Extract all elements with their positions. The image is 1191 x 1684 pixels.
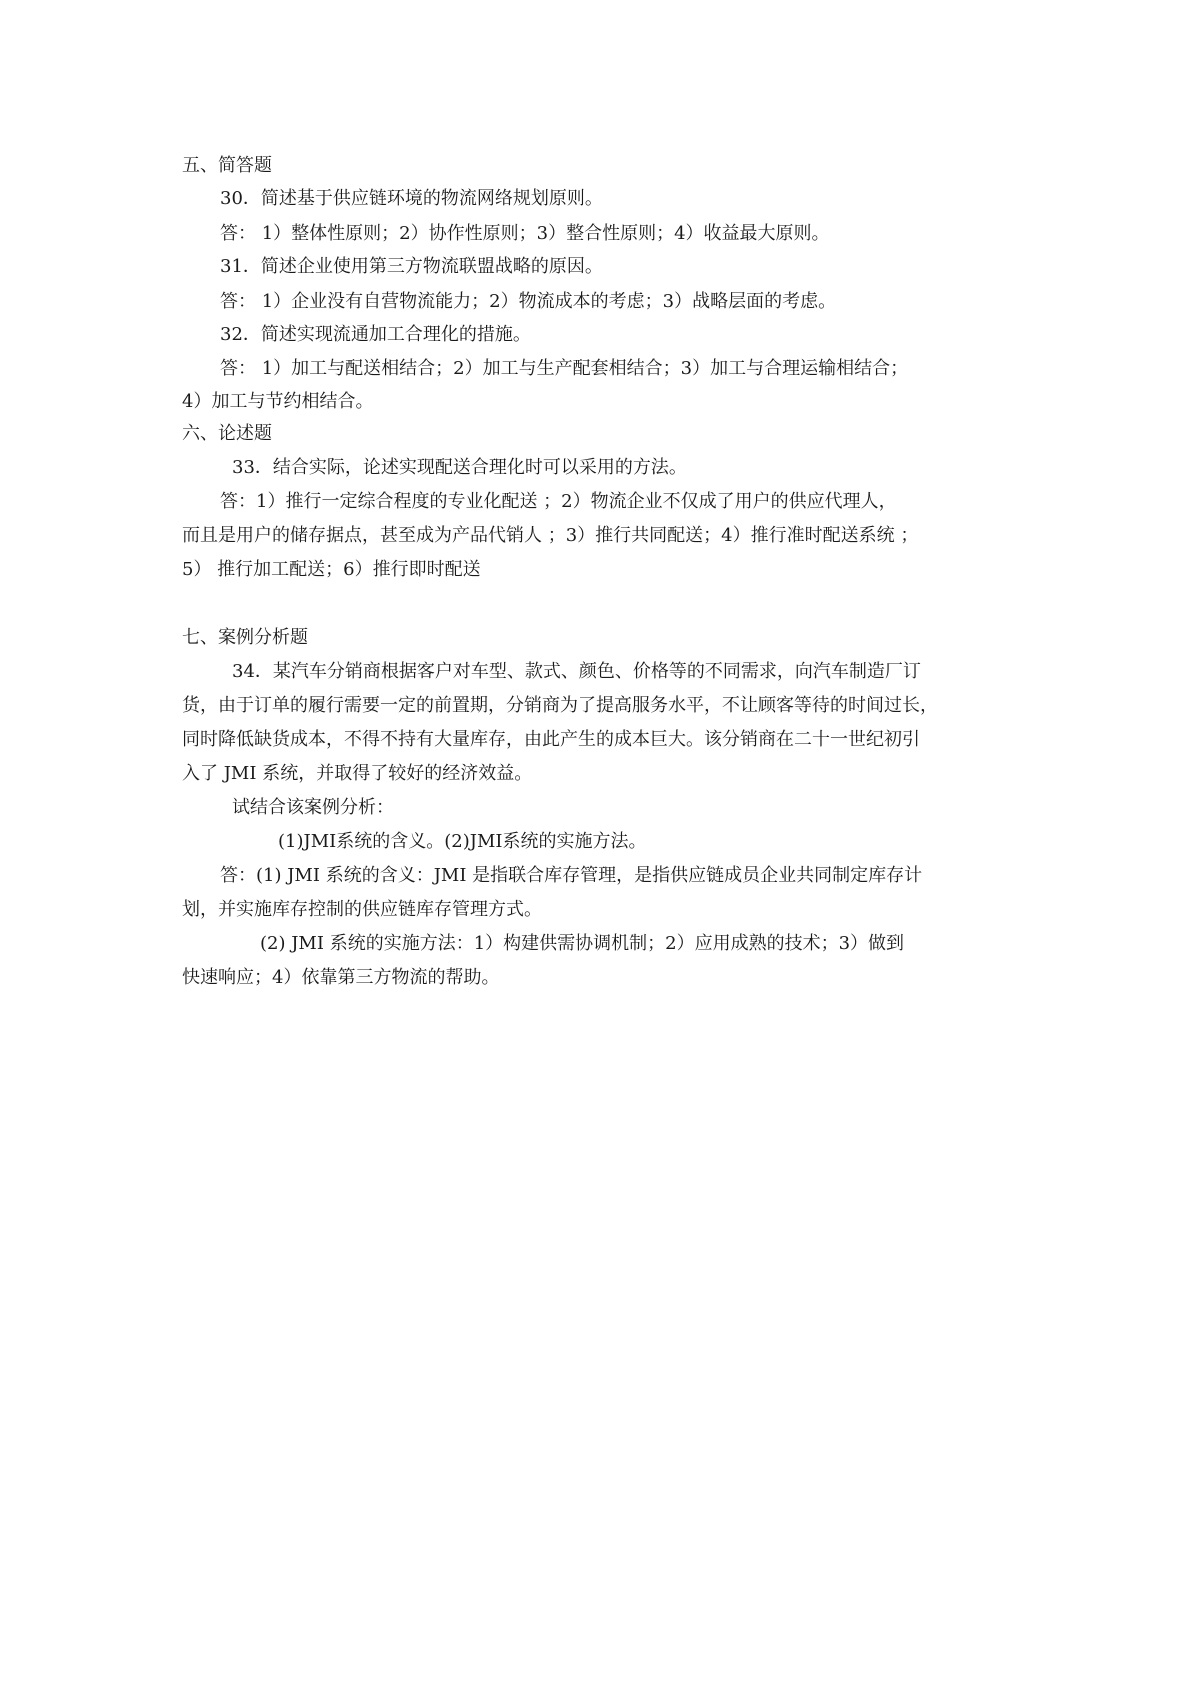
question-34-line-3: 同时降低缺货成本，不得不持有大量库存，由此产生的成本巨大。该分销商在二十一世纪初引 xyxy=(182,729,920,750)
answer-30: 答： 1）整体性原则；2）协作性原则；3）整合性原则；4）收益最大原则。 xyxy=(220,223,830,244)
question-34-line-2: 货，由于订单的履行需要一定的前置期，分销商为了提高服务水平，不让顾客等待的时间过长， xyxy=(182,695,938,716)
answer-33-line-3: 5） 推行加工配送；6）推行即时配送 xyxy=(182,559,481,580)
answer-31: 答： 1）企业没有自营物流能力；2）物流成本的考虑；3）战略层面的考虑。 xyxy=(220,291,837,312)
answer-34-line-2: 划，并实施库存控制的供应链库存管理方式。 xyxy=(182,899,542,920)
section-heading-case-analysis: 七、案例分析题 xyxy=(182,627,308,648)
answer-33-line-1: 答：1）推行一定综合程度的专业化配送 ；2）物流企业不仅成了用户的供应代理人， xyxy=(220,491,897,512)
answer-33-line-2: 而且是用户的储存据点，甚至成为产品代销人 ；3）推行共同配送；4）推行准时配送系统 ； xyxy=(182,525,919,546)
question-32: 32．简述实现流通加工合理化的措施。 xyxy=(220,324,531,345)
question-33: 33．结合实际，论述实现配送合理化时可以采用的方法。 xyxy=(232,457,687,478)
answer-32-line-2: 4）加工与节约相结合。 xyxy=(182,391,374,412)
question-34-line-1: 34．某汽车分销商根据客户对车型、款式、颜色、价格等的不同需求，向汽车制造厂订 xyxy=(232,661,921,682)
case-sub-questions: (1)JMI系统的含义。(2)JMI系统的实施方法。 xyxy=(278,831,647,852)
question-34-line-4: 入了 JMI 系统，并取得了较好的经济效益。 xyxy=(182,763,533,784)
question-30: 30．简述基于供应链环境的物流网络规划原则。 xyxy=(220,188,603,209)
answer-34-line-1: 答：(1) JMI 系统的含义：JMI 是指联合库存管理，是指供应链成员企业共同制定库存计 xyxy=(220,865,923,886)
case-prompt: 试结合该案例分析： xyxy=(232,797,394,818)
question-31: 31．简述企业使用第三方物流联盟战略的原因。 xyxy=(220,256,603,277)
section-heading-short-answer: 五、简答题 xyxy=(182,155,272,176)
answer-34-line-4: 快速响应；4）依靠第三方物流的帮助。 xyxy=(182,967,500,988)
section-heading-essay: 六、论述题 xyxy=(182,423,272,444)
answer-32-line-1: 答： 1）加工与配送相结合；2）加工与生产配套相结合；3）加工与合理运输相结合； xyxy=(220,358,909,379)
answer-34-line-3: (2) JMI 系统的实施方法：1）构建供需协调机制；2）应用成熟的技术；3）做到 xyxy=(260,933,905,954)
